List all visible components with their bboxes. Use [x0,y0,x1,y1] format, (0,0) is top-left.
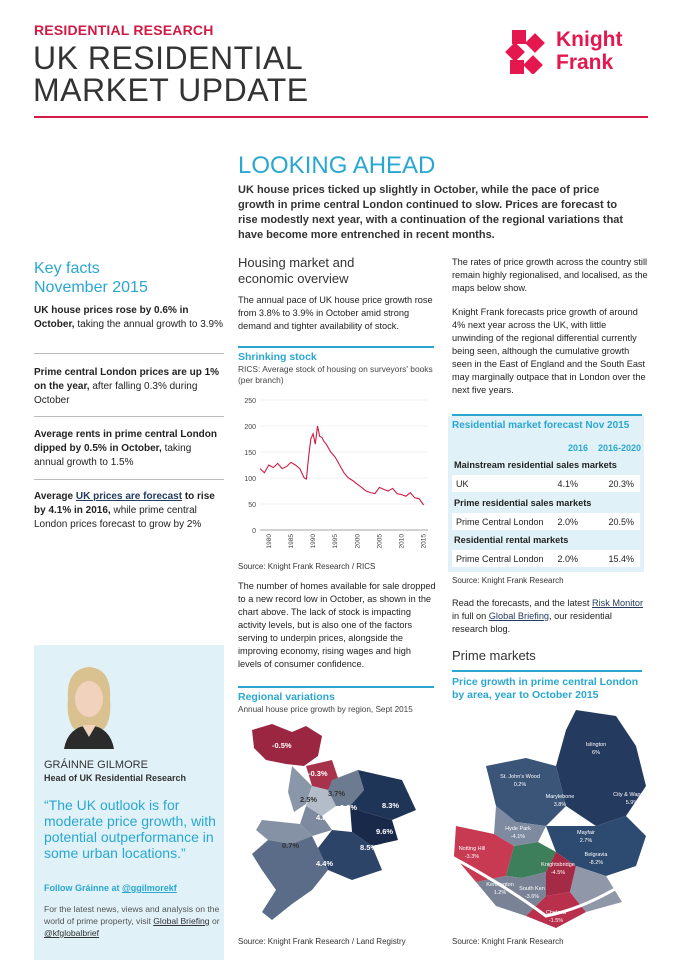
key-fact-4-rest: while prime central London prices forecast to grow by 2% [34,505,202,530]
table-row [452,513,640,530]
area-label: Knightsbridge [541,862,575,868]
key-fact-2-bold: Prime central London prices are up 1% on the year, [34,367,220,392]
global-briefing-blog-link[interactable]: Global Briefing [488,611,550,621]
area-value: 2.7% [579,838,593,844]
forecast-title: Residential market forecast Nov 2015 [452,420,630,431]
area-value: -8.2% [588,860,604,866]
key-fact-3-rest: taking annual growth to 1.5% [34,443,192,468]
follow-text: Follow Gráinne at [44,883,123,893]
global-briefing-link[interactable]: Global Briefing [153,916,210,926]
row-v2: 20.3% [608,479,634,489]
series-line [260,426,424,505]
housing-after-chart: The number of homes available for sale dropped to a new record low in October, as shown in the chart above. The lack of stock is impacting activity levels, but is also one of the factors serving to underpin prices, alongside the improving economy, rising wages and high levels of consumer confidence. [238,581,436,669]
region-label: -0.5% [272,741,292,750]
x-tick-label: 2005 [376,534,384,549]
row-v2: 15.4% [608,554,634,564]
area-value: -1.5% [548,918,564,924]
y-tick-label: 100 [244,476,256,483]
area-value: 5.9% [625,800,639,806]
chart-title: Shrinking stock [238,351,317,363]
right-p3 [452,597,648,636]
profile-panel [34,645,224,960]
area-label: Hyde Park [505,826,531,832]
area-value: -4.1% [510,834,526,840]
area-label: Islington [585,742,607,748]
row-v2: 20.5% [608,517,634,527]
london-map [446,706,654,932]
x-tick-label: 2000 [354,534,362,549]
forecast-section-heading: Mainstream residential sales markets [454,460,617,470]
row-label: Prime Central London [456,517,544,527]
row-v1: 2.0% [557,517,578,527]
forecast-col2: 2016-2020 [598,443,642,453]
chart-source: Source: Knight Frank Research / RICS [238,562,376,571]
x-tick-label: 1980 [265,534,273,549]
forecast-source: Source: Knight Frank Research [452,576,564,585]
prime-source: Source: Knight Frank Research [452,937,564,946]
row-label: UK [456,479,469,489]
profile-name: GRÁINNE GILMORE [44,759,148,771]
area-label: St. John's Wood [500,774,540,780]
x-tick-label: 1985 [287,534,295,549]
region-label: 4.4% [316,859,334,868]
p3-text: Read the forecasts, and the latest [452,598,592,608]
region-label: 8.5% [360,843,378,852]
regional-rule [238,686,434,688]
housing-heading-line1: Housing market and [238,255,355,270]
chart-subtitle: RICS: Average stock of housing on surveyors' books (per branch) [238,364,433,385]
prime-map-title-line2: by area, year to October 2015 [452,689,599,701]
y-tick-label: 150 [244,450,256,457]
prime-rule [452,670,642,672]
regional-subtitle: Annual house price growth by region, Sept 2015 [238,705,413,714]
housing-body: The annual pace of UK house price growth rose from 3.8% to 3.9% in October amid strong demand and tighter availability of stock. [238,295,433,331]
prime-map-title-line1: Price growth in prime central London [452,676,639,688]
forecast-col1: 2016 [568,443,589,453]
kicker: RESIDENTIAL RESEARCH [34,22,214,38]
key-fact-4 [34,490,224,532]
avatar [54,659,124,749]
housing-heading-line2: economic overview [238,271,349,286]
x-tick-label: 2010 [398,534,406,549]
region-label: -0.3% [308,769,328,778]
forecast-section-heading: Prime residential sales markets [454,498,592,508]
area-value: -4.5% [550,870,566,876]
page-title-line1: UK RESIDENTIAL [33,40,304,76]
key-facts-heading-line1: Key facts [34,260,100,277]
area-label: Notting Hill [458,846,486,852]
looking-ahead-intro: UK house prices ticked up slightly in October, while the pace of price growth in prime central London continued to slow. Prices are forecast to rise modestly next year, with a continuation of the regional variations that have become more entrenched in recent months. [238,184,624,241]
header-rule [34,116,648,118]
knight-frank-logo [504,28,644,80]
regional-source: Source: Knight Frank Research / Land Registry [238,937,406,946]
key-facts-heading-line2: November 2015 [34,279,148,296]
key-fact-2-rest: after falling 0.3% during October [34,381,198,406]
area-value: 0.2% [513,782,527,788]
divider [34,353,224,354]
area-value: 6% [592,750,600,756]
y-tick-label: 50 [248,502,256,509]
area-label: Belgravia [584,852,608,858]
risk-monitor-link[interactable]: Risk Monitor [591,598,644,608]
p3-mid: in full on [452,611,489,621]
divider [34,416,224,417]
y-tick-label: 0 [252,528,256,535]
follow-line [44,883,177,893]
region-label: 9.6% [376,827,394,836]
region-label: 0.7% [282,841,300,850]
footer-text: For the latest news, views and analysis on the world of prime property, visit [44,904,220,926]
forecast-table [448,416,644,572]
shrinking-stock-chart [232,392,436,562]
region-label: 2.5% [300,795,318,804]
logo-text-line1: Knight [556,28,623,51]
twitter-handle-link[interactable]: @ggilmorekf [122,883,177,893]
area-label: Mayfair [576,830,596,836]
area-value: -3.3% [464,854,480,860]
x-tick-label: 1995 [332,534,340,549]
region-label: 3.7% [328,789,346,798]
profile-role: Head of UK Residential Research [44,773,187,783]
area-label: South Ken [519,886,545,892]
key-fact-1-bold: UK house prices rose by 0.6% in October, [34,305,189,330]
logo-text-line2: Frank [556,51,614,74]
key-fact-2 [34,366,224,408]
table-row [452,550,640,567]
chart-rule [238,346,434,348]
area-label: Chelsea [545,910,567,916]
table-row [452,475,640,492]
region-label: 4.8% [316,813,334,822]
y-tick-label: 200 [244,424,256,431]
x-tick-label: 2015 [420,534,428,549]
right-p2: Knight Frank forecasts price growth of around 4% next year across the UK, with little unwinding of the regional differential currently being seen, although the cumulative growth seen in the East of England and the South East may marginally outpace that in London over the next five years. [452,307,646,395]
row-v1: 4.1% [557,479,578,489]
page-title-line2: MARKET UPDATE [33,72,309,108]
area-value: -3.6% [524,894,540,900]
key-fact-3 [34,428,224,470]
row-v1: 2.0% [557,554,578,564]
regional-title: Regional variations [238,691,335,703]
y-tick-label: 250 [244,398,256,405]
right-p1: The rates of price growth across the country still remain highly regionalised, and localised, as the maps below show. [452,257,648,293]
p3-post: , our residential research blog. [452,611,612,634]
footer-mid: or [209,916,220,926]
area-value: 1.2% [493,890,507,896]
kfglobalbrief-link[interactable]: @kfglobalbrief [44,928,100,938]
key-fact-4-bold-post: to rise by 4.1% in 2016, [34,491,215,516]
row-label: Prime Central London [456,554,544,564]
forecast-section-heading: Residential rental markets [454,535,569,545]
prime-markets-heading: Prime markets [452,648,536,663]
x-tick-label: 1990 [310,534,318,549]
divider [34,479,224,480]
key-fact-1 [34,304,224,332]
forecast-link[interactable]: UK prices are forecast [75,491,183,502]
region-label: 8.3% [382,801,400,810]
uk-regions-map [232,720,440,930]
region-label: 3.8% [340,803,358,812]
area-label: City & Wapping [613,792,651,798]
key-fact-3-bold: Average rents in prime central London dipped by 0.5% in October, [34,429,218,454]
key-fact-1-rest: taking the annual growth to 3.9% [74,319,224,330]
area-label: Marylebone [545,794,575,800]
area-value: 3.8% [553,802,567,808]
looking-ahead-heading: LOOKING AHEAD [238,152,436,179]
area-label: Kensington [486,882,514,888]
key-fact-4-bold-pre: Average [34,491,76,502]
profile-quote: “The UK outlook is for moderate price growth, with potential outperformance in some urban locations.” [44,797,216,861]
profile-footer [44,903,220,939]
